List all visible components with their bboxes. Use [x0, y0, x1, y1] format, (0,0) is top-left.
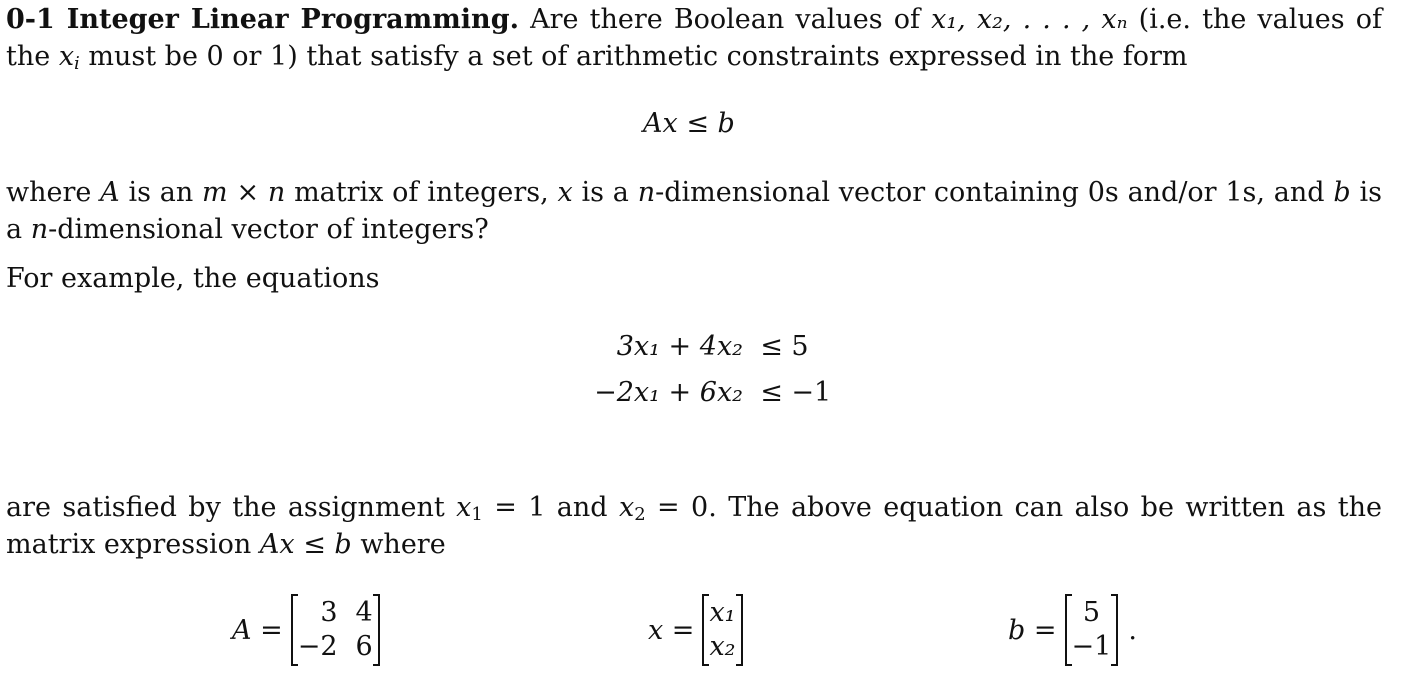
matrix-A-label: A =: [232, 614, 283, 646]
para1-text-d: must be 0 or 1) that satisfy a set of arithmetic constraints expressed in the form: [88, 41, 1188, 72]
para1-text-a: Are there Boolean values of: [530, 4, 920, 35]
para4-line2: matrix expression Ax ≤ b where: [6, 529, 446, 560]
var-xi: $x_i$: [58, 41, 80, 74]
para4-line1: are satisfied by the assignment $x_1 = 1$ and $x_2 = 0$. The above equation can also be written as the: [6, 492, 1382, 525]
para1-text-c: the: [6, 41, 51, 72]
vector-x-bracket: [702, 594, 742, 666]
para2-line1: where A is an m × n matrix of integers, x is a n-dimensional vector containing 0s and/or 1s, and b is: [6, 177, 1382, 208]
equation-row-2: −2x₁ + 6x₂ ≤ −1: [594, 377, 832, 408]
vector-b-label: b =: [1008, 614, 1057, 646]
vector-x: [648, 594, 743, 666]
matrix-A: [232, 594, 380, 666]
matrix-A-bracket: [291, 594, 380, 666]
para1-text-b: (i.e. the values of: [1138, 4, 1382, 35]
matrix-cell: 4: [355, 597, 373, 628]
vector-cell: 5: [1082, 597, 1100, 628]
vector-cell: x₁: [709, 597, 736, 628]
vector-cell: x₂: [709, 631, 736, 662]
trailing-period: .: [1128, 614, 1137, 646]
para2-line2: a n-dimensional vector of integers?: [6, 214, 489, 245]
vector-b: [1008, 594, 1137, 666]
vector-cell: −1: [1071, 631, 1112, 662]
section-heading: 0-1 Integer Linear Programming.: [6, 4, 519, 35]
para1-line1: [6, 2, 1382, 38]
matrix-cell: −2: [297, 631, 338, 662]
vector-b-bracket: [1065, 594, 1119, 666]
para1-line2: [6, 39, 1382, 75]
display-equation: Ax ≤ b: [643, 108, 735, 139]
matrix-cell: 6: [355, 631, 373, 662]
vector-x-label: x =: [648, 614, 695, 646]
matrix-cell: 3: [320, 597, 338, 628]
var-list: x₁, x₂, . . . , xₙ: [931, 4, 1128, 35]
equation-row-1: 3x₁ + 4x₂ ≤ 5: [616, 331, 809, 362]
para3: For example, the equations: [6, 263, 380, 294]
